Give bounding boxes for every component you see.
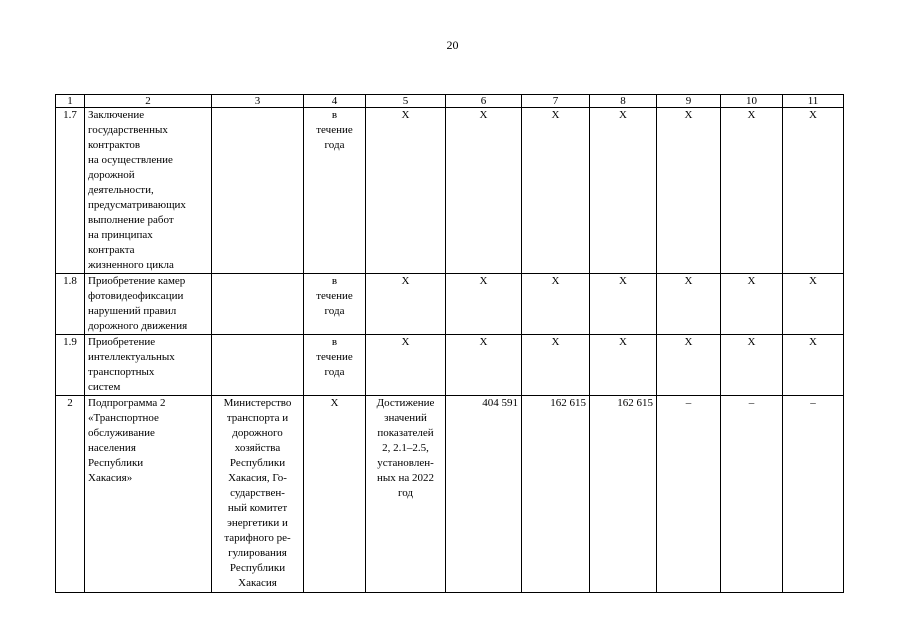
cell-11: X xyxy=(783,108,844,274)
column-number: 6 xyxy=(446,95,522,108)
measure-name: Приобретение интеллектуальных транспортных систем xyxy=(85,335,212,396)
cell-7: X xyxy=(522,274,590,335)
executor xyxy=(212,108,304,274)
cell-7: X xyxy=(522,108,590,274)
cell-10: X xyxy=(721,274,783,335)
column-number-row xyxy=(56,95,844,108)
cell-5: X xyxy=(366,274,446,335)
row-number: 1.8 xyxy=(56,274,85,335)
cell-7: 162 615 xyxy=(522,396,590,593)
column-number: 11 xyxy=(783,95,844,108)
column-number: 8 xyxy=(590,95,657,108)
cell-10: – xyxy=(721,396,783,593)
cell-9: X xyxy=(657,335,721,396)
table-row xyxy=(56,396,844,593)
cell-6: X xyxy=(446,108,522,274)
program-table xyxy=(55,94,844,593)
cell-11: – xyxy=(783,396,844,593)
cell-6: X xyxy=(446,274,522,335)
cell-8: X xyxy=(590,335,657,396)
measure-name: Приобретение камер фотовидеофиксации нарушений правил дорожного движения xyxy=(85,274,212,335)
measure-name: Заключение государственных контрактов на осуществление дорожной деятельности, предусматривающих выполнение работ на принципах контракта жизненного цикла xyxy=(85,108,212,274)
cell-11: X xyxy=(783,335,844,396)
cell-10: X xyxy=(721,335,783,396)
column-number: 10 xyxy=(721,95,783,108)
term: в течение года xyxy=(304,335,366,396)
table-row xyxy=(56,108,844,274)
cell-6: X xyxy=(446,335,522,396)
row-number: 1.9 xyxy=(56,335,85,396)
page-number: 20 xyxy=(446,38,459,52)
column-number: 3 xyxy=(212,95,304,108)
cell-8: X xyxy=(590,274,657,335)
cell-8: X xyxy=(590,108,657,274)
row-number: 1.7 xyxy=(56,108,85,274)
cell-9: – xyxy=(657,396,721,593)
term: в течение года xyxy=(304,108,366,274)
executor xyxy=(212,335,304,396)
cell-9: X xyxy=(657,108,721,274)
column-number: 9 xyxy=(657,95,721,108)
cell-6: 404 591 xyxy=(446,396,522,593)
cell-9: X xyxy=(657,274,721,335)
cell-5: Достижение значений показателей 2, 2.1–2.5, установлен- ных на 2022 год xyxy=(366,396,446,593)
term: X xyxy=(304,396,366,593)
column-number: 1 xyxy=(56,95,85,108)
executor: Министерство транспорта и дорожного хозяйства Республики Хакасия, Го- сударствен- ный комитет энергетики и тарифного ре- гулирования Республики Хакасия xyxy=(212,396,304,593)
column-number: 5 xyxy=(366,95,446,108)
term: в течение года xyxy=(304,274,366,335)
column-number: 4 xyxy=(304,95,366,108)
table-row xyxy=(56,274,844,335)
measure-name: Подпрограмма 2 «Транспортное обслуживание населения Республики Хакасия» xyxy=(85,396,212,593)
row-number: 2 xyxy=(56,396,85,593)
cell-11: X xyxy=(783,274,844,335)
cell-7: X xyxy=(522,335,590,396)
column-number: 2 xyxy=(85,95,212,108)
cell-10: X xyxy=(721,108,783,274)
executor xyxy=(212,274,304,335)
cell-5: X xyxy=(366,335,446,396)
cell-8: 162 615 xyxy=(590,396,657,593)
cell-5: X xyxy=(366,108,446,274)
table-row xyxy=(56,335,844,396)
column-number: 7 xyxy=(522,95,590,108)
